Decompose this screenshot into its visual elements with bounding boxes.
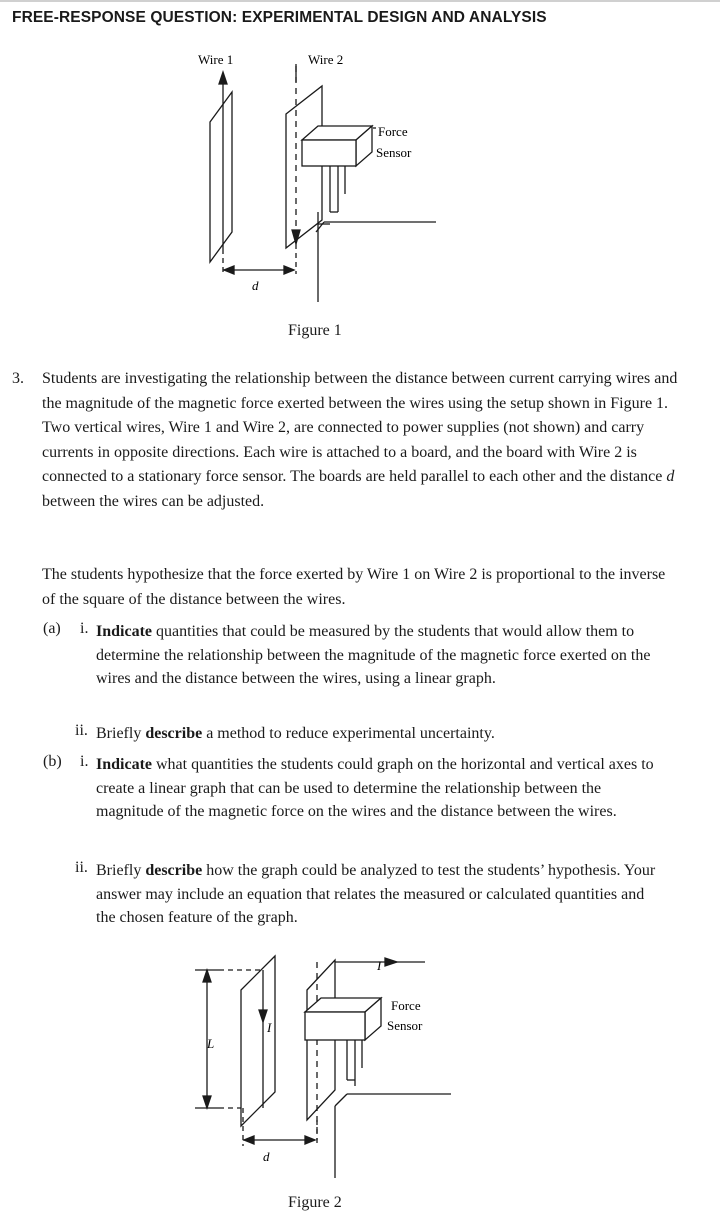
part-b-ii-text: Briefly describe how the graph could be analyzed to test the students’ hypothesis. Your answer may include an equation that relates the measured or calculated quantities and the chosen feature of the graph. (96, 862, 656, 927)
part-b-ii-label: ii. (75, 859, 88, 876)
page-title: FREE-RESPONSE QUESTION: EXPERIMENTAL DESIGN AND ANALYSIS (12, 9, 547, 26)
current-label-top: I (377, 958, 382, 973)
distance-label: d (252, 278, 259, 293)
part-b-label: (b) (43, 753, 62, 770)
wire2-label: Wire 2 (308, 52, 344, 67)
hypothesis-text: The students hypothesize that the force exerted by Wire 1 on Wire 2 is proportional to the inverse of the square of the distance between the wires. (42, 566, 666, 608)
part-a-label: (a) (43, 620, 61, 637)
part-b-i-text: Indicate what quantities the students could graph on the horizontal and vertical axes to create a linear graph that can be used to determine the relationship between the magnitude of the magnetic force on the wires and the distance between the wires. (96, 756, 654, 821)
wire1-label: Wire 1 (198, 52, 234, 67)
figure-1-caption: Figure 1 (288, 322, 342, 339)
question-number: 3. (12, 370, 24, 387)
header-rule (0, 0, 720, 2)
part-a-i-label: i. (80, 620, 89, 637)
sensor-label-line2: Sensor (376, 145, 412, 160)
figure-2-caption: Figure 2 (288, 1194, 342, 1211)
sensor-label-line1: Force (378, 124, 408, 139)
figure-1-diagram (190, 44, 450, 304)
part-a-ii-text: Briefly describe a method to reduce experimental uncertainty. (96, 725, 495, 742)
part-a-ii-label: ii. (75, 722, 88, 739)
current-label-wire: I (267, 1020, 272, 1035)
wire1-arrow-up-icon (219, 72, 227, 84)
part-a-i-text: Indicate quantities that could be measured by the students that would allow them to determine the relationship between the magnitude of the magnetic force exerted on the wires and the distance between the wires, using a linear graph. (96, 623, 651, 688)
distance-label-fig2: d (263, 1149, 270, 1164)
length-label: L (207, 1036, 215, 1051)
figure-2-diagram (185, 940, 455, 1180)
question-intro: Students are investigating the relationship between the distance between current carrying wires and the magnitude of the magnetic force exerted between the wires using the setup shown in Figure 1. Two vertical wires, Wire 1 and Wire 2, are connected to power supplies (not shown) and carry currents in opposite directions. Each wire is attached to a board, and the board with Wire 2 is connected to a stationary force sensor. The boards are held parallel to each other and the distance d between the wires can be adjusted. (42, 370, 678, 510)
wire2-current-arrow-icon (385, 958, 397, 966)
sensor-label-line1-fig2: Force (391, 998, 421, 1013)
sensor-label-line2-fig2: Sensor (387, 1018, 423, 1033)
part-b-i-label: i. (80, 753, 89, 770)
